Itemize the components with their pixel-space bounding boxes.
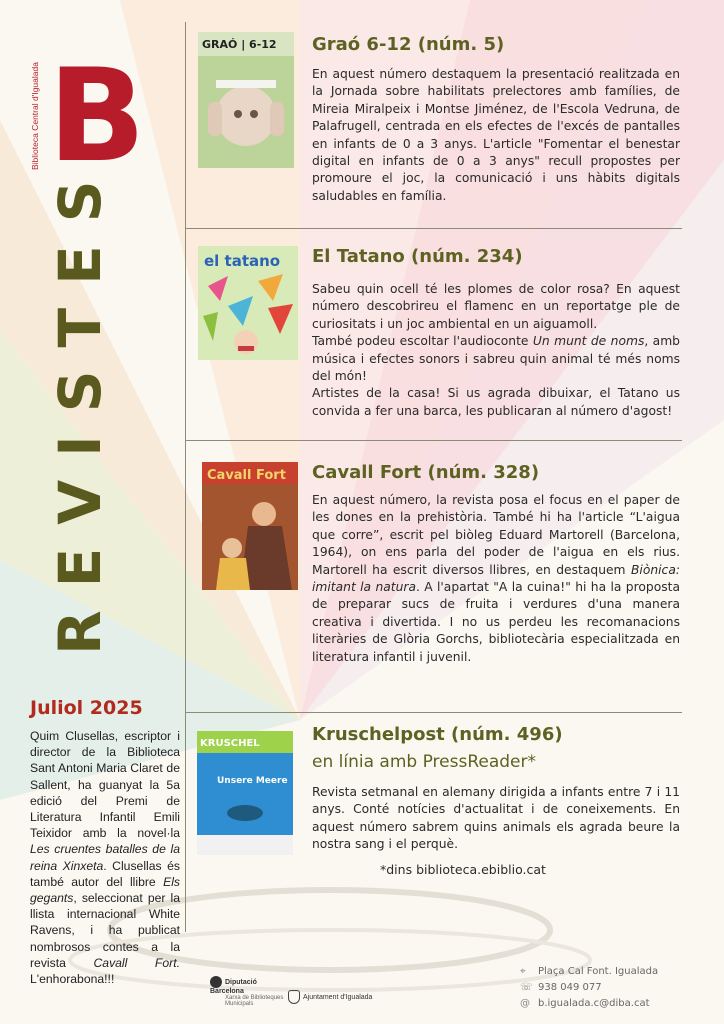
grao-description: En aquest número destaquem la presentació realitzada en la Jornada sobre habilitats prelectores amb famílies, de Mireia Miralpeix i Montse Jiménez, de l'Escola Vedruna, de Palafrugell, centrada en els efectes de l'excés de pantalles en infants de 0 a 3 anys. L'article "Fomentar el benestar digital en infants de 0 a 3 anys" recull propostes per promoure el joc, la comunicació i uns hàbits digitals saludables en família. [312,67,680,203]
separator-2 [185,440,682,441]
month-label: Juliol 2025 [30,697,143,719]
kruschel-title: Kruschelpost (núm. 496) [312,724,563,745]
news-book2: Els gegants [30,874,180,906]
tatano-description [312,281,680,420]
tatano-p2a: També podeu escoltar l'audioconte [312,334,533,349]
tatano-p2 [312,333,680,385]
separator-1 [185,228,682,229]
cavallfort-description [312,492,680,666]
cavallfort-cover-text: Cavall Fort [207,468,286,483]
phone-text: 938 049 077 [538,982,602,993]
cavallfort-title: Cavall Fort (núm. 328) [312,462,540,483]
contact-address [520,966,658,977]
diputacio-logo [210,976,290,1007]
kruschel-cover-sub: Unsere Meere [217,776,288,786]
cavallfort-d3: . A l'apartat "A la cuina!" hi ha la proposta de preparar sucs de fruita i verdures d'una manera creativa i divertida. I no us perdeu les recomanacions literàries de Glòria Gorchs, bibliotecària especialitzada en literatura infantil i juvenil. [312,580,680,664]
section-title: REVISTES [46,157,114,655]
tatano-p2b: Un munt de noms [532,334,645,349]
cavallfort-d1: En aquest número, la revista posa el focus en el paper de les dones en la prehistòria. També hi ha l'article “L'aigua que corre”, escrit pel biòleg Eduard Martorell (Barcelona, 1964), on ens parla del poder de l'aigua en els rius. Martorell ha escrit diversos llibres, en destaquem [312,493,680,577]
address-text: Plaça Cal Font. Igualada [538,966,659,977]
news-text [30,728,180,987]
email-text: b.igualada.c@diba.cat [538,998,650,1009]
library-logo-letter: B [48,42,146,191]
tatano-cover-text: el tatano [204,252,281,270]
phone-icon: ☏ [520,982,533,993]
tatano-p3: Artistes de la casa! Si us agrada dibuixar, el Tatano us convida a fer una barca, les publicaran al número d'agost! [312,386,680,418]
email-icon: @ [520,998,530,1009]
tatano-title: El Tatano (núm. 234) [312,246,523,267]
vertical-separator [185,22,186,932]
news-book1: Les cruentes batalles de la reina Xinxeta [30,842,180,873]
news-part2: . Clusellas és també autor del llibre [30,858,180,889]
grao-cover-text: GRAÓ | 6-12 [202,38,277,51]
kruschel-subtitle[interactable]: en línia amb PressReader* [312,752,536,772]
ajuntament-icon [288,990,300,1004]
tatano-cover[interactable] [198,246,298,360]
news-magazine: Cavall Fort. [93,955,180,970]
contact-phone[interactable] [520,982,602,993]
grao-cover[interactable] [198,32,294,168]
cavallfort-d2: Biònica: imitant la natura [312,562,680,595]
contact-email[interactable] [520,998,650,1009]
ajuntament-name: Ajuntament d'Igualada [303,993,373,1001]
kruschel-cover[interactable] [197,731,293,855]
grao-title: Graó 6-12 (núm. 5) [312,34,505,55]
pressreader-note[interactable]: *dins biblioteca.ebiblio.cat [380,862,546,877]
diputacio-name: Diputació Barcelona [210,978,257,995]
news-part1: Quim Clusellas, escriptor i director de la Biblioteca Sant Antoni Maria Claret de Sallent, ha guanyat la 5a edició del Premi de Literatura Infantil Emili Teixidor amb la novel·la [30,729,180,841]
tatano-p2c: , amb música i efectes sonors i sabreu quin animal té més noms del món! [312,334,680,384]
location-icon: ⌖ [520,966,526,977]
library-logo [48,42,146,191]
ajuntament-logo [288,990,372,1004]
cavallfort-cover[interactable] [202,462,298,590]
library-name: Biblioteca Central d'Igualada [30,62,40,170]
news-part4: L'enhorabona!!! [30,972,115,987]
news-part3: , seleccionat per la llista internacional White Ravens, i ha publicat nombrosos contes a la revista [30,891,180,970]
separator-3 [185,712,682,713]
tatano-p1: Sabeu quin ocell té les plomes de color rosa? En aquest número descobrireu el flamenc en un reportatge ple de curiositats i un joc ambiental en un aiguamoll. [312,282,680,331]
kruschel-description: Revista setmanal en alemany dirigida a infants entre 7 i 11 anys. Conté notícies d'actualitat i de coneixements. En aquest número sabrem quins animals els agrada beure la nostra sang i el perquè. [312,785,680,852]
diputacio-sub: Xarxa de Biblioteques Municipals [225,995,284,1007]
kruschel-cover-text: KRUSCHEL [200,738,260,749]
diputacio-icon [210,976,222,988]
